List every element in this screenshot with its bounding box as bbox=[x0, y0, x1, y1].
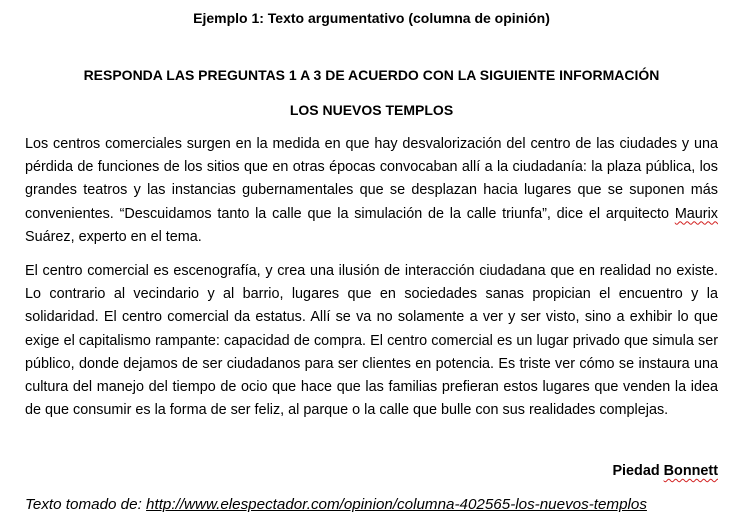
source-citation bbox=[25, 495, 725, 515]
article-paragraph-2: El centro comercial es escenografía, y crea una ilusión de interacción ciudadana que en realidad no existe. Lo contrario al vecindario y al barrio, lugares que en sociedades sanas propician el encuentro y la solidaridad. El centro comercial da estatus. Allí se va no solamente a ver y ser visto, sino a exhibir lo que exige el capitalismo rampante: capacidad de compra. El centro comercial es un lugar privado que simula ser público, donde dejamos de ser ciudadanos para ser clientes en potencia. Es triste ver cómo se instaura una cultura del manejo del tiempo de ocio que hace que las familias prefieran estos lugares que venden la idea de que consumir es la forma de ser feliz, al parque o la calle que bulle con sus realidades complejas. bbox=[25, 263, 718, 419]
source-link[interactable]: http://www.elespectador.com/opinion/columna-402565-los-nuevos-templos bbox=[146, 496, 647, 513]
author-signature bbox=[25, 461, 718, 481]
spellcheck-flagged-word: Maurix bbox=[674, 205, 718, 222]
paragraph-1-text-end: Suárez, experto en el tema. bbox=[25, 228, 202, 245]
paragraph-1-text: Los centros comerciales surgen en la medida en que hay desvalorización del centro de las ciudades y una pérdida de funciones de los sitios que en otras épocas convocaban allí a la ciudadanía: la plaza pública, los grandes teatros y las instancias gubernamentales que se desplazan hacia lugares que se suponen más convenientes. “Descuidamos tanto la calle que la simulación de la calle triunfa”, dice el arquitecto bbox=[25, 136, 718, 222]
author-last-name: Bonnett bbox=[663, 463, 718, 479]
instructions-heading: RESPONDA LAS PREGUNTAS 1 A 3 DE ACUERDO CON LA SIGUIENTE INFORMACIÓN bbox=[83, 67, 660, 83]
article-paragraph-1 bbox=[25, 133, 718, 249]
example-heading: Ejemplo 1: Texto argumentativo (columna de opinión) bbox=[193, 10, 550, 26]
source-label: Texto tomado de: bbox=[25, 496, 142, 513]
author-first-name: Piedad bbox=[612, 463, 660, 479]
article-title: LOS NUEVOS TEMPLOS bbox=[289, 102, 454, 118]
